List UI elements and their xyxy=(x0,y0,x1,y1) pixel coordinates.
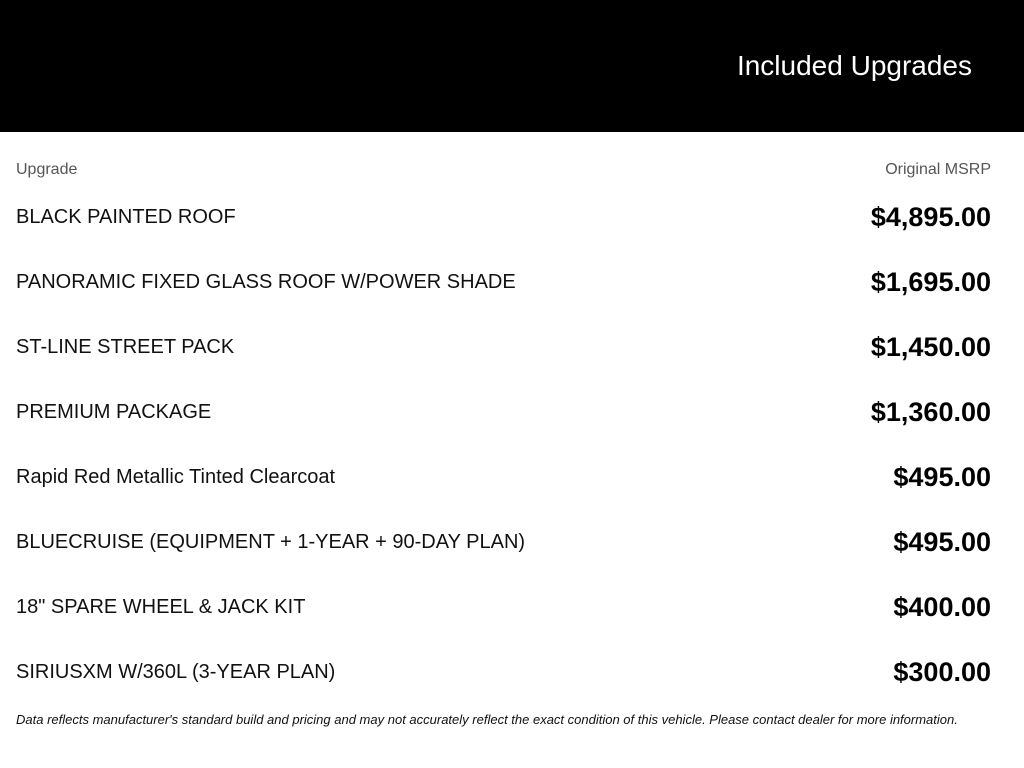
upgrades-list xyxy=(16,185,991,705)
upgrade-price: $495.00 xyxy=(893,462,991,492)
upgrade-name: Rapid Red Metallic Tinted Clearcoat xyxy=(16,466,336,488)
table-row xyxy=(16,250,991,315)
upgrade-price: $300.00 xyxy=(893,657,991,687)
upgrade-price: $400.00 xyxy=(893,592,991,622)
table-row xyxy=(16,185,991,250)
upgrade-name: BLACK PAINTED ROOF xyxy=(16,206,236,228)
upgrade-price: $4,895.00 xyxy=(870,202,991,232)
upgrade-price: $495.00 xyxy=(893,527,991,557)
upgrade-name: ST-LINE STREET PACK xyxy=(16,336,235,358)
column-header-upgrade: Upgrade xyxy=(16,161,78,178)
table-row xyxy=(16,380,991,445)
table-row xyxy=(16,315,991,380)
upgrade-name: SIRIUSXM W/360L (3-YEAR PLAN) xyxy=(16,661,336,683)
upgrade-name: BLUECRUISE (EQUIPMENT + 1-YEAR + 90-DAY PLAN) xyxy=(16,531,526,553)
upgrade-name: PANORAMIC FIXED GLASS ROOF W/POWER SHADE xyxy=(16,271,516,293)
table-row xyxy=(16,640,991,705)
upgrade-price: $1,360.00 xyxy=(870,397,991,427)
column-header-msrp: Original MSRP xyxy=(885,161,991,178)
table-row xyxy=(16,510,991,575)
disclaimer-text: Data reflects manufacturer's standard build and pricing and may not accurately reflect the exact condition of this vehicle. Please contact dealer for more information. xyxy=(16,712,958,727)
page-title: Included Upgrades xyxy=(736,50,972,81)
table-row xyxy=(16,575,991,640)
table-header xyxy=(16,160,991,180)
upgrade-name: 18" SPARE WHEEL & JACK KIT xyxy=(16,596,306,618)
header-banner xyxy=(0,0,1024,132)
table-row xyxy=(16,445,991,510)
upgrade-price: $1,450.00 xyxy=(870,332,991,362)
upgrade-price: $1,695.00 xyxy=(870,267,991,297)
upgrade-name: PREMIUM PACKAGE xyxy=(16,401,212,423)
